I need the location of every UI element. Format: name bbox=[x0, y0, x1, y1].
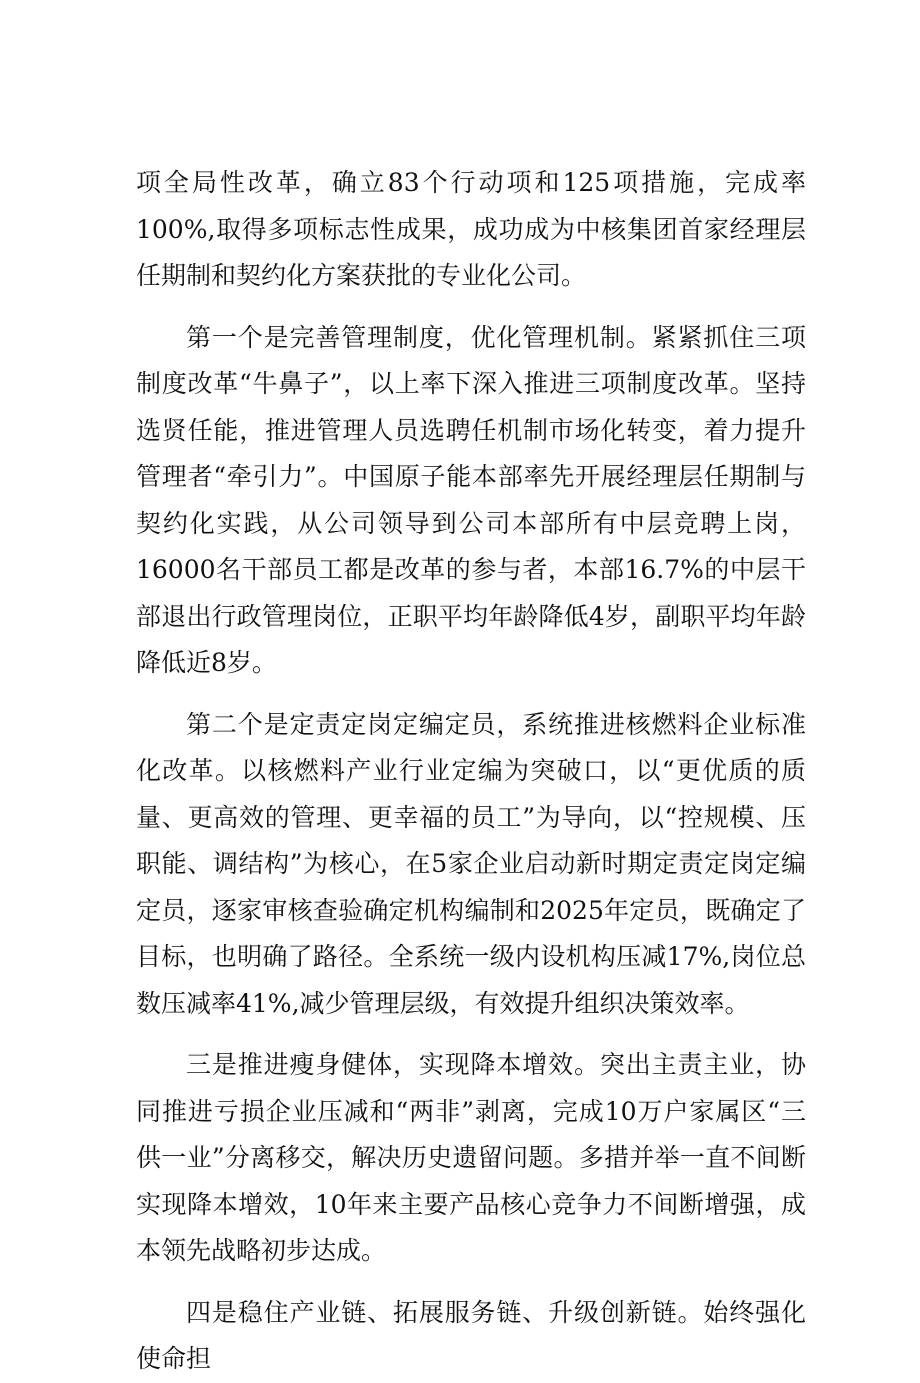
paragraph-industry-chain: 四是稳住产业链、拓展服务链、升级创新链。始终强化使命担 bbox=[136, 1297, 806, 1373]
paragraph-continuation: 项全局性改革，确立83个行动项和125项措施，完成率100%,取得多项标志性成果，成功成为中核集团首家经理层任期制和契约化方案获批的专业化公司。 bbox=[136, 168, 806, 290]
paragraph-management-system: 第一个是完善管理制度，优化管理机制。紧紧抓住三项制度改革“牛鼻子”，以上率下深入推进三项制度改革。坚持选贤任能，推进管理人员选聘任机制市场化转变，着力提升管理者“牵引力”。中国原子能本部率先开展经理层任期制与契约化实践，从公司领导到公司本部所有中层竞聘上岗，16000名干部员工都是改革的参与者，本部16.7%的中层干部退出行政管理岗位，正职平均年龄降低4岁，副职平均年龄降低近8岁。 bbox=[136, 322, 806, 677]
paragraph-staffing-reform: 第二个是定责定岗定编定员，系统推进核燃料企业标准化改革。以核燃料产业行业定编为突破口，以“更优质的质量、更高效的管理、更幸福的员工”为导向，以“控规模、压职能、调结构”为核心，在5家企业启动新时期定责定岗定编定员，逐家审核查验确定机构编制和2025年定员，既确定了目标，也明确了路径。全系统一级内设机构压减17%,岗位总数压减率41%,减少管理层级，有效提升组织决策效率。 bbox=[136, 709, 806, 1018]
document-body bbox=[136, 160, 806, 1383]
paragraph-cost-reduction: 三是推进瘦身健体，实现降本增效。突出主责主业，协同推进亏损企业压减和“两非”剥离，完成10万户家属区“三供一业”分离移交，解决历史遗留问题。多措并举一直不间断实现降本增效，10年来主要产品核心竞争力不间断增强，成本领先战略初步达成。 bbox=[136, 1050, 806, 1265]
